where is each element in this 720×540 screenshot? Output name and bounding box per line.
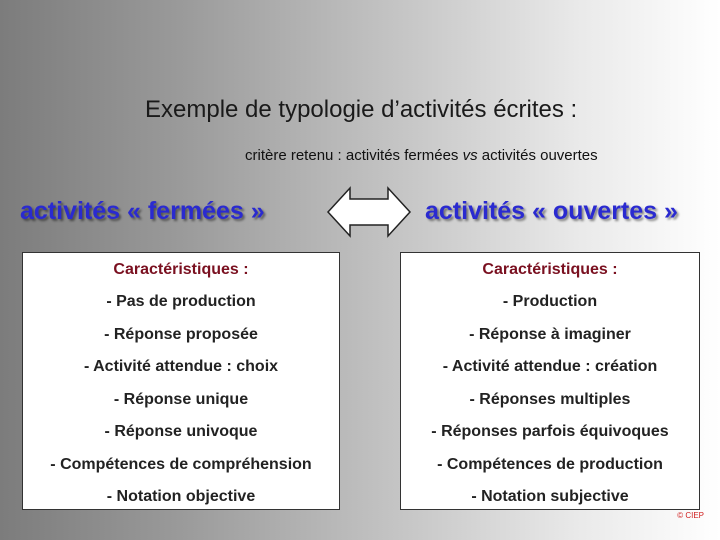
closed-characteristic-item: - Activité attendue : choix: [83, 358, 279, 375]
copyright-notice: © CIEP: [677, 511, 704, 520]
closed-characteristic-item: - Réponse unique: [113, 390, 249, 408]
open-characteristic-item: - Réponses multiples: [469, 390, 631, 408]
subtitle-before: critère retenu : activités fermées: [245, 147, 463, 164]
heading-closed-activities: activités « fermées »: [20, 197, 265, 225]
open-characteristic-item: - Production: [502, 293, 598, 310]
open-activities-box: [400, 252, 700, 510]
closed-characteristic-item: - Compétences de compréhension: [50, 455, 312, 473]
subtitle-after: activités ouvertes: [477, 147, 598, 164]
closed-characteristic-item: - Pas de production: [106, 293, 256, 310]
subtitle-vs: vs: [462, 147, 478, 164]
closed-characteristics-header: Caractéristiques :: [113, 261, 249, 278]
closed-activities-box: [22, 252, 340, 510]
slide-subtitle: [245, 147, 598, 164]
open-characteristic-item: - Activité attendue : création: [442, 358, 658, 375]
open-characteristic-item: - Réponse à imaginer: [469, 325, 631, 343]
open-characteristics-header: Caractéristiques :: [482, 261, 618, 278]
closed-characteristic-item: - Notation objective: [106, 488, 256, 505]
closed-characteristic-item: - Réponse proposée: [104, 325, 258, 343]
closed-characteristic-item: - Réponse univoque: [104, 423, 258, 440]
open-characteristic-item: - Compétences de production: [437, 455, 663, 473]
open-characteristic-item: - Réponses parfois équivoques: [431, 423, 669, 440]
slide-title: Exemple de typologie d’activités écrites :: [145, 96, 578, 123]
open-characteristic-item: - Notation subjective: [471, 488, 629, 505]
heading-open-activities: activités « ouvertes »: [425, 197, 678, 225]
double-arrow-icon: [326, 184, 412, 240]
